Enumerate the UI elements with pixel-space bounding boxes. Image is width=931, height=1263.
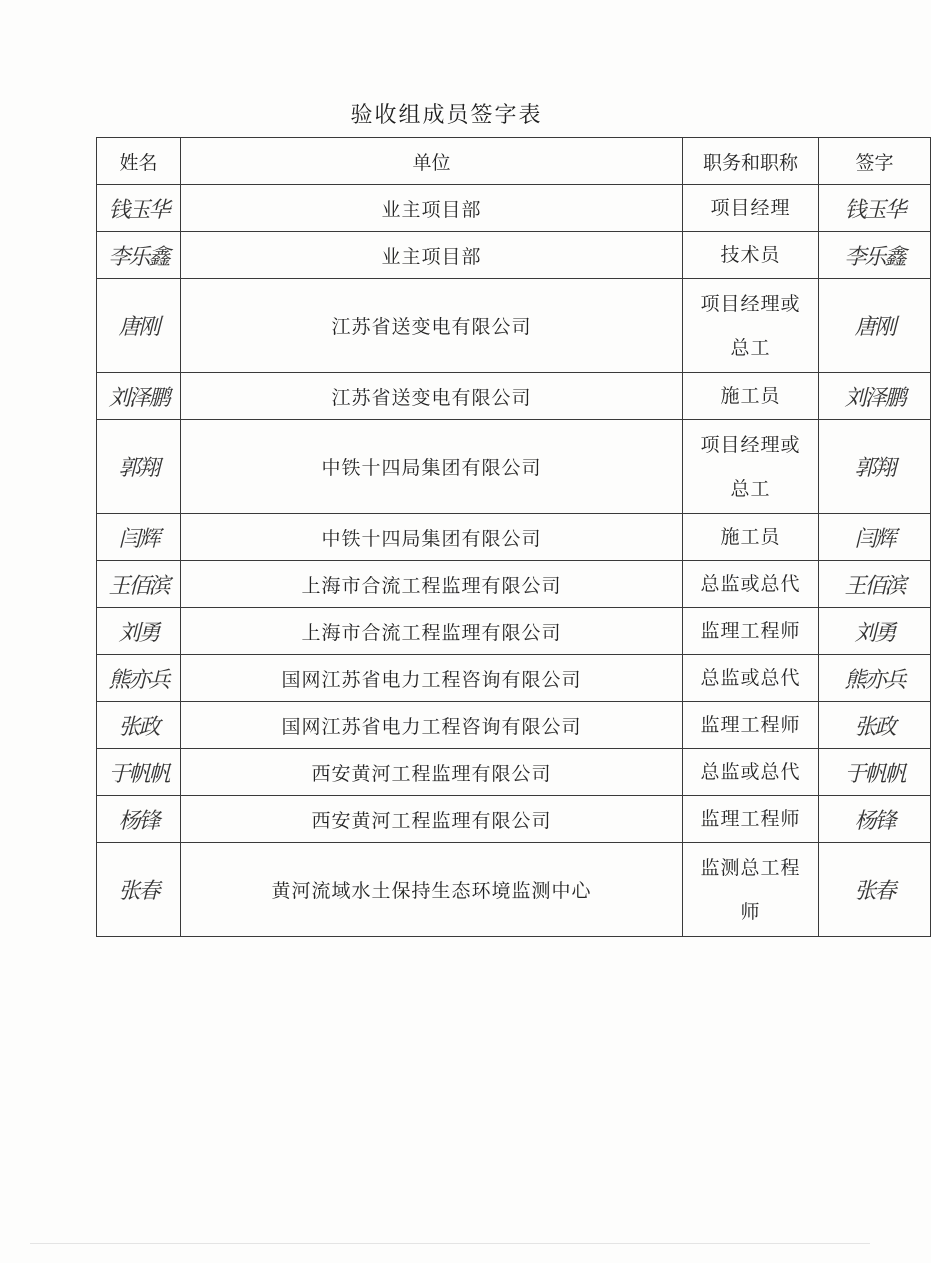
role-cell: 监理工程师 [683,796,819,843]
table-row [97,749,931,796]
name-cell: 王佰滨 [97,561,181,608]
signature-table [96,137,931,937]
table-header-row [97,138,931,185]
role-cell: 项目经理或总工 [683,420,819,514]
name-cell: 闫辉 [97,514,181,561]
signature-cell: 杨锋 [819,796,931,843]
unit-cell: 黄河流域水土保持生态环境监测中心 [181,843,683,937]
role-cell: 技术员 [683,232,819,279]
header-unit: 单位 [181,138,683,185]
name-cell: 刘勇 [97,608,181,655]
signature-cell: 刘泽鹏 [819,373,931,420]
table-row [97,373,931,420]
name-cell: 熊亦兵 [97,655,181,702]
table-row [97,514,931,561]
header-signature: 签字 [819,138,931,185]
header-role: 职务和职称 [683,138,819,185]
unit-cell: 中铁十四局集团有限公司 [181,514,683,561]
signature-cell: 王佰滨 [819,561,931,608]
signature-cell: 钱玉华 [819,185,931,232]
signature-cell: 郭翔 [819,420,931,514]
name-cell: 于帆帆 [97,749,181,796]
table-row [97,843,931,937]
name-cell: 郭翔 [97,420,181,514]
role-cell: 项目经理或总工 [683,279,819,373]
table-row [97,561,931,608]
unit-cell: 国网江苏省电力工程咨询有限公司 [181,702,683,749]
signature-cell: 刘勇 [819,608,931,655]
unit-cell: 上海市合流工程监理有限公司 [181,561,683,608]
page-edge-line [30,1243,870,1244]
table-row [97,796,931,843]
role-cell: 项目经理 [683,185,819,232]
table-row [97,185,931,232]
signature-cell: 闫辉 [819,514,931,561]
table-body [97,185,931,937]
role-cell: 监理工程师 [683,702,819,749]
unit-cell: 江苏省送变电有限公司 [181,279,683,373]
signature-cell: 于帆帆 [819,749,931,796]
table-row [97,420,931,514]
role-cell: 监测总工程师 [683,843,819,937]
name-cell: 李乐鑫 [97,232,181,279]
unit-cell: 业主项目部 [181,232,683,279]
unit-cell: 西安黄河工程监理有限公司 [181,749,683,796]
signature-cell: 熊亦兵 [819,655,931,702]
role-cell: 施工员 [683,373,819,420]
signature-cell: 张政 [819,702,931,749]
role-cell: 总监或总代 [683,655,819,702]
document-title: 验收组成员签字表 [350,103,543,128]
role-cell: 总监或总代 [683,561,819,608]
role-cell: 监理工程师 [683,608,819,655]
name-cell: 刘泽鹏 [97,373,181,420]
name-cell: 唐刚 [97,279,181,373]
unit-cell: 业主项目部 [181,185,683,232]
unit-cell: 国网江苏省电力工程咨询有限公司 [181,655,683,702]
name-cell: 钱玉华 [97,185,181,232]
unit-cell: 江苏省送变电有限公司 [181,373,683,420]
name-cell: 张春 [97,843,181,937]
name-cell: 张政 [97,702,181,749]
unit-cell: 中铁十四局集团有限公司 [181,420,683,514]
table-row [97,279,931,373]
header-name: 姓名 [97,138,181,185]
signature-cell: 李乐鑫 [819,232,931,279]
unit-cell: 上海市合流工程监理有限公司 [181,608,683,655]
table-row [97,702,931,749]
signature-cell: 唐刚 [819,279,931,373]
signature-cell: 张春 [819,843,931,937]
unit-cell: 西安黄河工程监理有限公司 [181,796,683,843]
role-cell: 总监或总代 [683,749,819,796]
table-row [97,608,931,655]
role-cell: 施工员 [683,514,819,561]
table-row [97,232,931,279]
name-cell: 杨锋 [97,796,181,843]
table-row [97,655,931,702]
